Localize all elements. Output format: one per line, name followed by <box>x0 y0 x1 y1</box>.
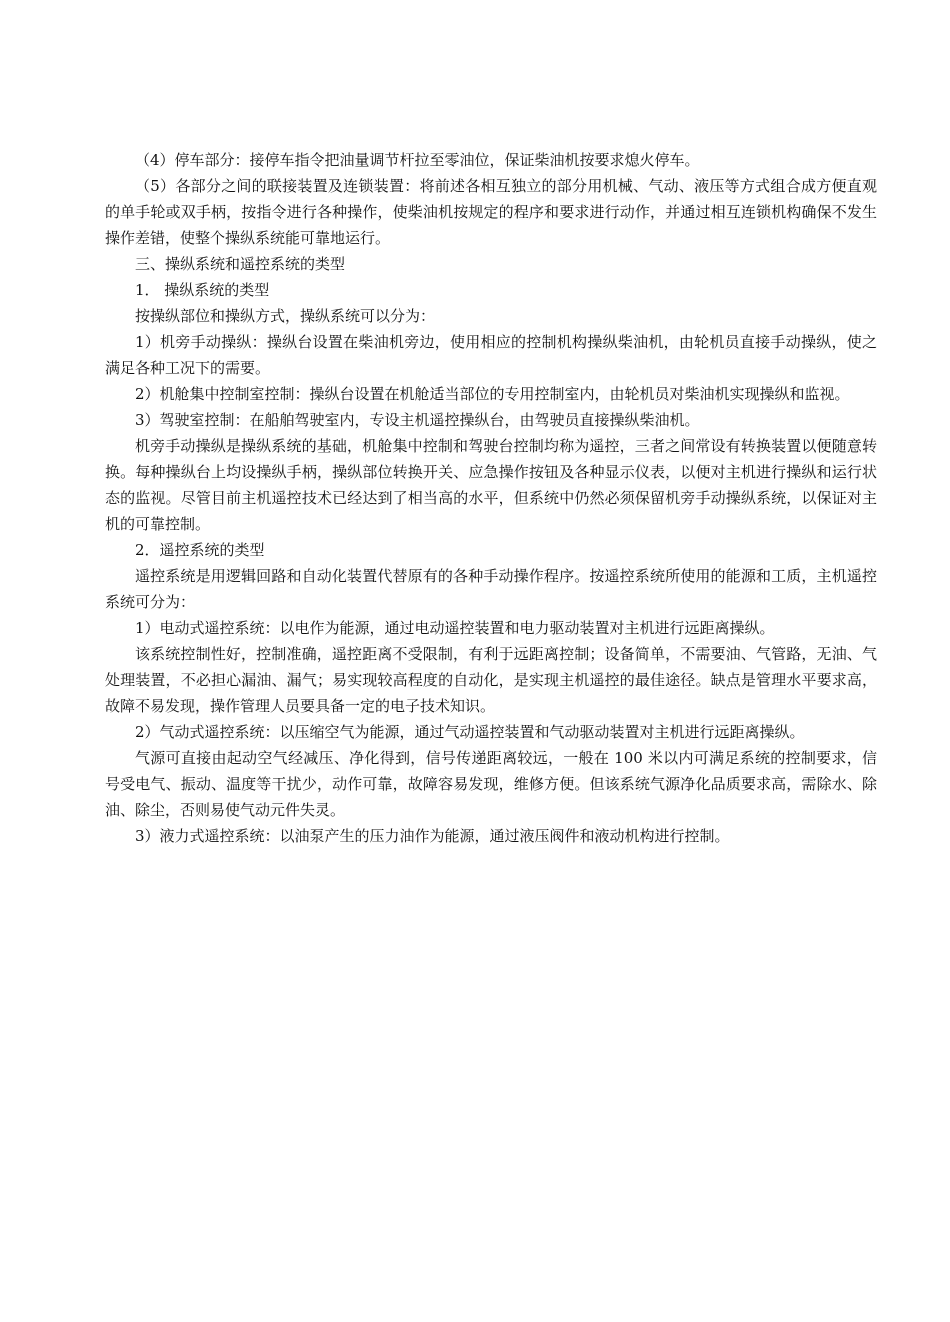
paragraph-engine-control-room: 2）机舱集中控制室控制：操纵台设置在机舱适当部位的专用控制室内，由轮机员对柴油机实现操纵和监视。 <box>135 385 850 403</box>
paragraph-hydraulic-remote: 3）液力式遥控系统：以油泵产生的压力油作为能源，通过液压阀件和液动机构进行控制。 <box>135 827 730 845</box>
paragraph-bridge-control: 3）驾驶室控制：在船舶驾驶室内，专设主机遥控操纵台，由驾驶员直接操纵柴油机。 <box>135 411 700 429</box>
paragraph-pneumatic-remote: 2）气动式遥控系统：以压缩空气为能源，通过气动遥控装置和气动驱动装置对主机进行远距离操纵。 <box>135 723 805 741</box>
subheading-control-system-types: 1． 操纵系统的类型 <box>135 281 270 299</box>
paragraph-electric-remote: 1）电动式遥控系统：以电作为能源，通过电动遥控装置和电力驱动装置对主机进行远距离操纵。 <box>135 619 775 637</box>
paragraph-manual-control-basis: 机旁手动操纵是操纵系统的基础，机舱集中控制和驾驶台控制均称为遥控，三者之间常设有转换装置以便随意转换。每种操纵台上均设操纵手柄，操纵部位转换开关、应急操作按钮及各种显示仪表，以便对主机进行操纵和运行状态的监视。尽管目前主机遥控技术已经达到了相当高的水平，但系统中仍然必须保留机旁手动操纵系统，以保证对主机的可靠控制。 <box>105 437 877 533</box>
paragraph-remote-classification: 遥控系统是用逻辑回路和自动化装置代替原有的各种手动操作程序。按遥控系统所使用的能源和工质，主机遥控系统可分为： <box>105 567 877 611</box>
section-heading-system-types: 三、操纵系统和遥控系统的类型 <box>135 255 346 273</box>
document-body <box>105 147 877 849</box>
subheading-remote-system-types: 2．遥控系统的类型 <box>135 541 265 559</box>
paragraph-local-manual-control: 1）机旁手动操纵：操纵台设置在柴油机旁边，使用相应的控制机构操纵柴油机，由轮机员直接手动操纵，使之满足各种工况下的需要。 <box>105 333 877 377</box>
paragraph-linkage-interlock: （5）各部分之间的联接装置及连锁装置：将前述各相互独立的部分用机械、气动、液压等方式组合成方便直观的单手轮或双手柄，按指令进行各种操作，使柴油机按规定的程序和要求进行动作，并通过相互连锁机构确保不发生操作差错，使整个操纵系统能可靠地运行。 <box>105 177 877 247</box>
paragraph-electric-remote-features: 该系统控制性好，控制准确，遥控距离不受限制，有利于远距离控制；设备简单，不需要油、气管路，无油、气处理装置，不必担心漏油、漏气；易实现较高程度的自动化，是实现主机遥控的最佳途径。缺点是管理水平要求高，故障不易发现，操作管理人员要具备一定的电子技术知识。 <box>105 645 877 715</box>
paragraph-control-classification: 按操纵部位和操纵方式，操纵系统可以分为： <box>135 307 436 325</box>
paragraph-stop-section: （4）停车部分：接停车指令把油量调节杆拉至零油位，保证柴油机按要求熄火停车。 <box>135 151 700 169</box>
paragraph-pneumatic-remote-features: 气源可直接由起动空气经减压、净化得到，信号传递距离较远，一般在 100 米以内可满足系统的控制要求，信号受电气、振动、温度等干扰少，动作可靠，故障容易发现，维修方便。但该系统气源净化品质要求高，需除水、除油、除尘，否则易使气动元件失灵。 <box>105 749 877 819</box>
